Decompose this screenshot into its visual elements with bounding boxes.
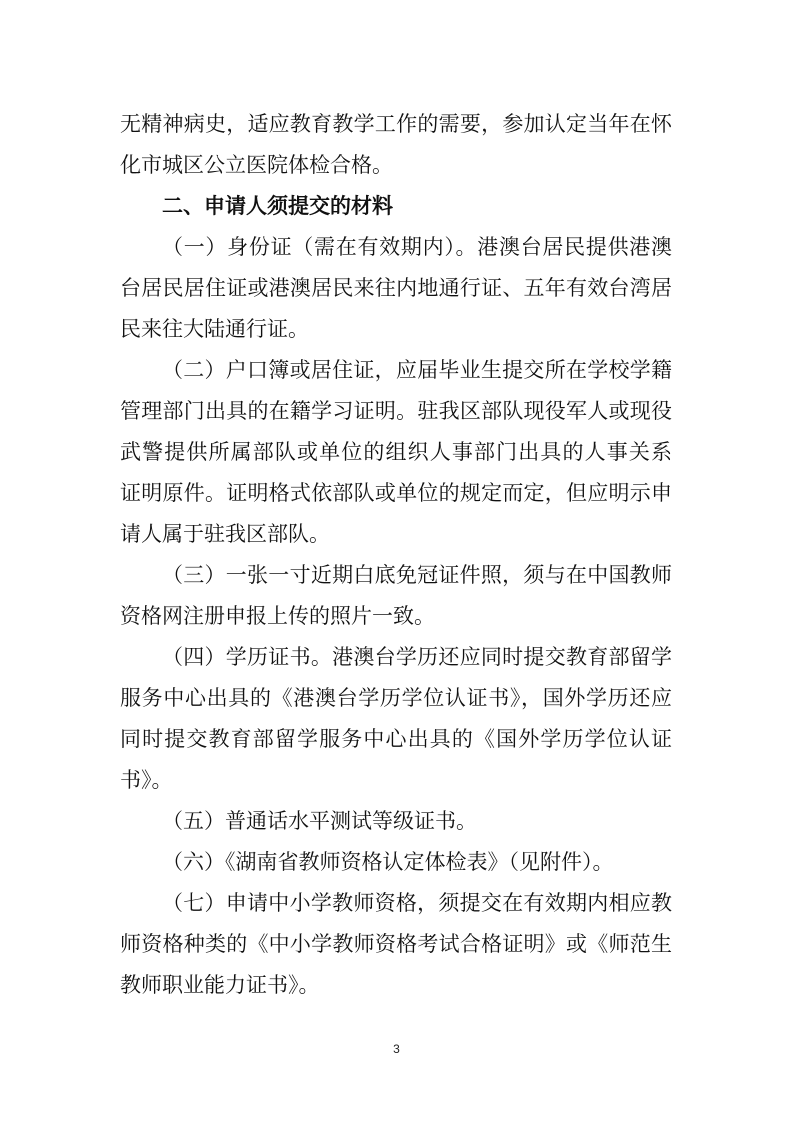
text-line: 资格网注册申报上传的照片一致。	[120, 604, 435, 628]
list-item-line	[0, 684, 793, 712]
list-item-line	[0, 479, 793, 507]
text-line: （一）身份证（需在有效期内）。港澳台居民提供港澳	[162, 235, 672, 259]
text-line: 服务中心出具的《港澳台学历学位认证书》，国外学历还应	[120, 686, 672, 710]
list-item-line	[0, 438, 793, 466]
text-line: （二）户口簿或居住证，应届毕业生提交所在学校学籍	[162, 358, 672, 382]
list-item-line	[0, 889, 793, 917]
paragraph-line	[0, 110, 793, 138]
list-item-line	[0, 807, 793, 835]
list-item-line	[0, 315, 793, 343]
text-line: （七）申请中小学教师资格，须提交在有效期内相应教	[162, 891, 672, 915]
text-line: 民来往大陆通行证。	[120, 317, 309, 341]
text-line: （六）《湖南省教师资格认定体检表》（见附件）。	[162, 850, 614, 874]
page-number: 3	[393, 1042, 400, 1056]
section-heading	[0, 192, 793, 220]
text-line: 管理部门出具的在籍学习证明。驻我区部队现役军人或现役	[120, 399, 672, 423]
text-line: 化市城区公立医院体检合格。	[120, 153, 393, 177]
list-item-line	[0, 561, 793, 589]
list-item-line	[0, 602, 793, 630]
list-item-line	[0, 848, 793, 876]
list-item-line	[0, 971, 793, 999]
text-line: （三）一张一寸近期白底免冠证件照，须与在中国教师	[162, 563, 672, 587]
text-line: 请人属于驻我区部队。	[120, 522, 330, 546]
list-item-line	[0, 274, 793, 302]
text-line: 台居民居住证或港澳居民来往内地通行证、五年有效台湾居	[120, 276, 672, 300]
text-line: （四）学历证书。港澳台学历还应同时提交教育部留学	[162, 645, 672, 669]
text-line: （五）普通话水平测试等级证书。	[162, 809, 477, 833]
text-line: 同时提交教育部留学服务中心出具的《国外学历学位认证	[120, 727, 672, 751]
paragraph-line	[0, 151, 793, 179]
list-item-line	[0, 356, 793, 384]
text-line: 书》。	[120, 768, 173, 792]
text-line: 教师职业能力证书》。	[120, 973, 320, 997]
text-line: 证明原件。证明格式依部队或单位的规定而定，但应明示申	[120, 481, 672, 505]
text-line: 无精神病史，适应教育教学工作的需要，参加认定当年在怀	[120, 112, 672, 136]
text-line: 武警提供所属部队或单位的组织人事部门出具的人事关系	[120, 440, 672, 464]
list-item-line	[0, 520, 793, 548]
list-item-line	[0, 930, 793, 958]
list-item-line	[0, 397, 793, 425]
list-item-line	[0, 766, 793, 794]
list-item-line	[0, 233, 793, 261]
section-heading-text: 二、申请人须提交的材料	[162, 194, 393, 218]
text-line: 师资格种类的《中小学教师资格考试合格证明》或《师范生	[120, 932, 672, 956]
list-item-line	[0, 725, 793, 753]
list-item-line	[0, 643, 793, 671]
